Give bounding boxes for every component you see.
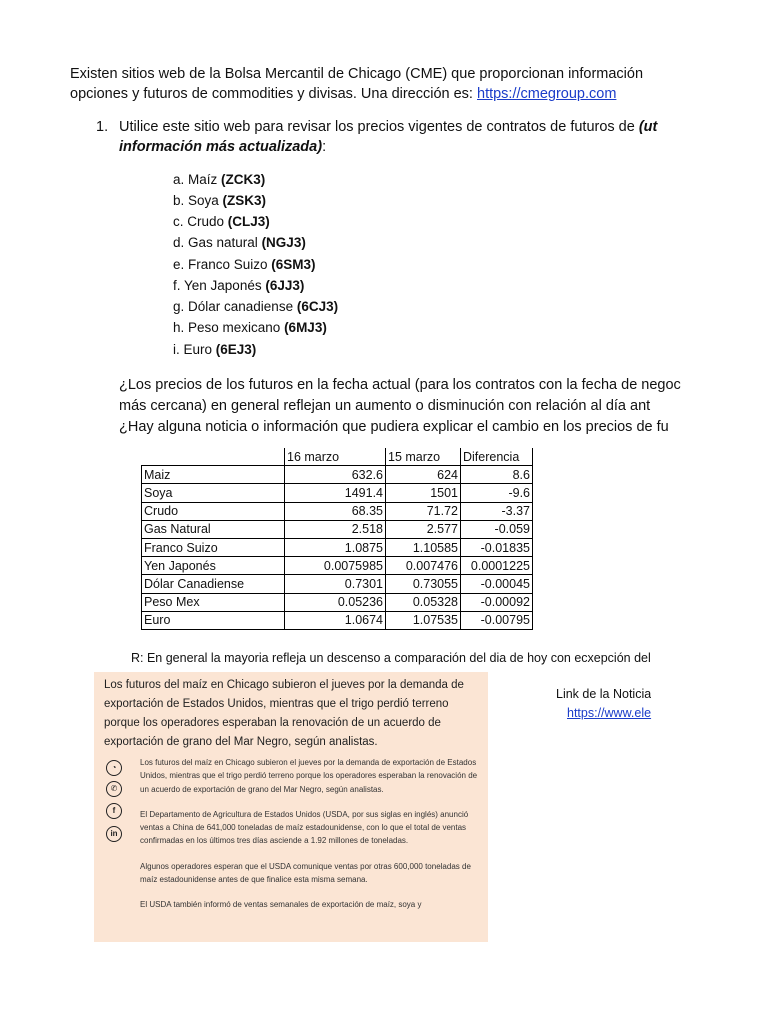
intro-line-1: Existen sitios web de la Bolsa Mercantil de Chicago (CME) que proporcionan información <box>70 66 644 82</box>
cell-16-marzo: 0.7301 <box>285 575 386 593</box>
item-label: d. Gas natural <box>173 235 262 250</box>
header-16-marzo: 16 marzo <box>285 448 386 466</box>
row-label: Gas Natural <box>142 520 285 538</box>
row-label: Dólar Canadiense <box>142 575 285 593</box>
item-label: g. Dólar canadiense <box>173 299 297 314</box>
whatsapp-icon[interactable]: ◔ <box>106 760 122 776</box>
question-text: Utilice este sitio web para revisar los precios vigentes de contratos de futuros de <box>119 119 639 135</box>
news-link-wrap <box>567 703 768 724</box>
item-label: e. Franco Suizo <box>173 257 272 272</box>
news-paragraph: Los futuros del maíz en Chicago subieron el jueves por la demanda de exportación de Estados Unidos, mientras que el trigo perdió terreno porque los operadores esperaban la renovación de un acuerdo de exportación de grano del Mar Negro, según analistas. <box>140 758 478 794</box>
news-screenshot <box>94 672 488 942</box>
table-row <box>142 611 533 629</box>
list-item <box>173 342 256 357</box>
item-code: (6EJ3) <box>215 342 257 357</box>
item-code: (6JJ3) <box>265 278 305 293</box>
question-emphasis: (ut <box>638 119 658 135</box>
list-item <box>173 257 316 272</box>
cell-diferencia: 8.6 <box>461 466 533 484</box>
cell-15-marzo: 1.10585 <box>386 538 461 556</box>
cell-diferencia: -0.00045 <box>461 575 533 593</box>
item-code: (ZCK3) <box>221 172 266 187</box>
prompt-line-3: ¿Hay alguna noticia o información que pudiera explicar el cambio en los precios de fu <box>119 419 669 435</box>
table-row <box>142 593 533 611</box>
cell-15-marzo: 1501 <box>386 484 461 502</box>
row-label: Euro <box>142 611 285 629</box>
cell-15-marzo: 2.577 <box>386 520 461 538</box>
cell-diferencia: -0.00795 <box>461 611 533 629</box>
cell-15-marzo: 0.05328 <box>386 593 461 611</box>
cell-diferencia: -9.6 <box>461 484 533 502</box>
cell-16-marzo: 1491.4 <box>285 484 386 502</box>
question-number: 1. <box>96 119 109 135</box>
item-label: f. Yen Japonés <box>173 278 266 293</box>
item-label: i. Euro <box>173 342 216 357</box>
row-label: Peso Mex <box>142 593 285 611</box>
row-label: Soya <box>142 484 285 502</box>
cme-link[interactable]: https://cmegroup.com <box>477 86 617 102</box>
list-item <box>173 214 270 229</box>
futures-price-table <box>141 448 533 630</box>
cell-16-marzo: 1.0875 <box>285 538 386 556</box>
cell-16-marzo: 0.05236 <box>285 593 386 611</box>
news-body <box>140 756 480 924</box>
list-item <box>173 172 265 187</box>
item-code: (6MJ3) <box>284 320 327 335</box>
item-code: (6SM3) <box>271 257 316 272</box>
row-label: Franco Suizo <box>142 538 285 556</box>
question-line-1 <box>119 117 768 138</box>
cell-15-marzo: 0.73055 <box>386 575 461 593</box>
list-item <box>173 320 327 335</box>
item-label: a. Maíz <box>173 172 222 187</box>
table-row <box>142 575 533 593</box>
table-row <box>142 466 533 484</box>
cell-diferencia: -0.00092 <box>461 593 533 611</box>
twitter-icon[interactable]: ✆ <box>106 781 122 797</box>
prompt-line-2: más cercana) en general reflejan un aumento o disminución con relación al día ant <box>119 398 651 414</box>
header-15-marzo: 15 marzo <box>386 448 461 466</box>
cell-diferencia: -3.37 <box>461 502 533 520</box>
news-link-label: Link de la Noticia <box>556 687 652 701</box>
news-link[interactable]: https://www.ele <box>567 706 652 720</box>
item-code: (NGJ3) <box>261 235 306 250</box>
item-code: (6CJ3) <box>296 299 339 314</box>
item-code: (ZSK3) <box>222 193 267 208</box>
cell-16-marzo: 1.0674 <box>285 611 386 629</box>
table-row <box>142 538 533 556</box>
item-label: b. Soya <box>173 193 223 208</box>
list-item <box>173 278 304 293</box>
intro-line-2 <box>70 84 768 105</box>
item-code: (CLJ3) <box>227 214 270 229</box>
cell-diferencia: 0.0001225 <box>461 557 533 575</box>
row-label: Maiz <box>142 466 285 484</box>
list-item <box>173 193 266 208</box>
cell-15-marzo: 71.72 <box>386 502 461 520</box>
cell-diferencia: -0.01835 <box>461 538 533 556</box>
list-item <box>173 235 306 250</box>
question-line-2 <box>119 137 768 158</box>
item-label: c. Crudo <box>173 214 228 229</box>
table-row <box>142 484 533 502</box>
list-item <box>173 299 338 314</box>
row-label: Yen Japonés <box>142 557 285 575</box>
question-emphasis-2: información más actualizada) <box>119 139 323 155</box>
facebook-icon[interactable]: f <box>106 803 122 819</box>
news-lead: Los futuros del maíz en Chicago subieron el jueves por la demanda de exportación de Estados Unidos, mientras que el trigo perdió terreno porque los operadores esperaban la renovación de un acuerdo de exportación de grano del Mar Negro, según analistas. <box>104 679 464 748</box>
news-paragraph: El Departamento de Agricultura de Estados Unidos (USDA, por sus siglas en inglés) anunció ventas a China de 641,000 toneladas de maíz estadounidense, con lo que el total de ventas confirmadas en los últimos tres días asciende a 1.92 millones de toneladas. <box>140 809 469 846</box>
answer-text: R: En general la mayoria refleja un descenso a comparación del dia de hoy con ecxepción del <box>131 651 651 665</box>
cell-16-marzo: 0.0075985 <box>285 557 386 575</box>
cell-16-marzo: 2.518 <box>285 520 386 538</box>
table-header-row <box>142 448 533 466</box>
table-row <box>142 520 533 538</box>
prompt-line-1: ¿Los precios de los futuros en la fecha actual (para los contratos con la fecha de negoc <box>119 377 681 393</box>
row-label: Crudo <box>142 502 285 520</box>
cell-15-marzo: 1.07535 <box>386 611 461 629</box>
header-diferencia: Diferencia <box>461 448 533 466</box>
item-label: h. Peso mexicano <box>173 320 285 335</box>
cell-15-marzo: 0.007476 <box>386 557 461 575</box>
linkedin-icon[interactable]: in <box>106 826 122 842</box>
cell-16-marzo: 68.35 <box>285 502 386 520</box>
header-blank <box>142 448 285 466</box>
cell-15-marzo: 624 <box>386 466 461 484</box>
news-paragraph: El USDA también informó de ventas semanales de exportación de maíz, soya y <box>140 900 422 910</box>
news-paragraph: Algunos operadores esperan que el USDA comunique ventas por otras 600,000 toneladas de maíz estadounidense antes de que finalice esta misma semana. <box>140 861 471 885</box>
cell-16-marzo: 632.6 <box>285 466 386 484</box>
question-colon: : <box>322 139 327 155</box>
table-row <box>142 502 533 520</box>
cell-diferencia: -0.059 <box>461 520 533 538</box>
table-row <box>142 557 533 575</box>
intro-line-2-text: opciones y futuros de commodities y divisas. Una dirección es: <box>70 86 477 102</box>
